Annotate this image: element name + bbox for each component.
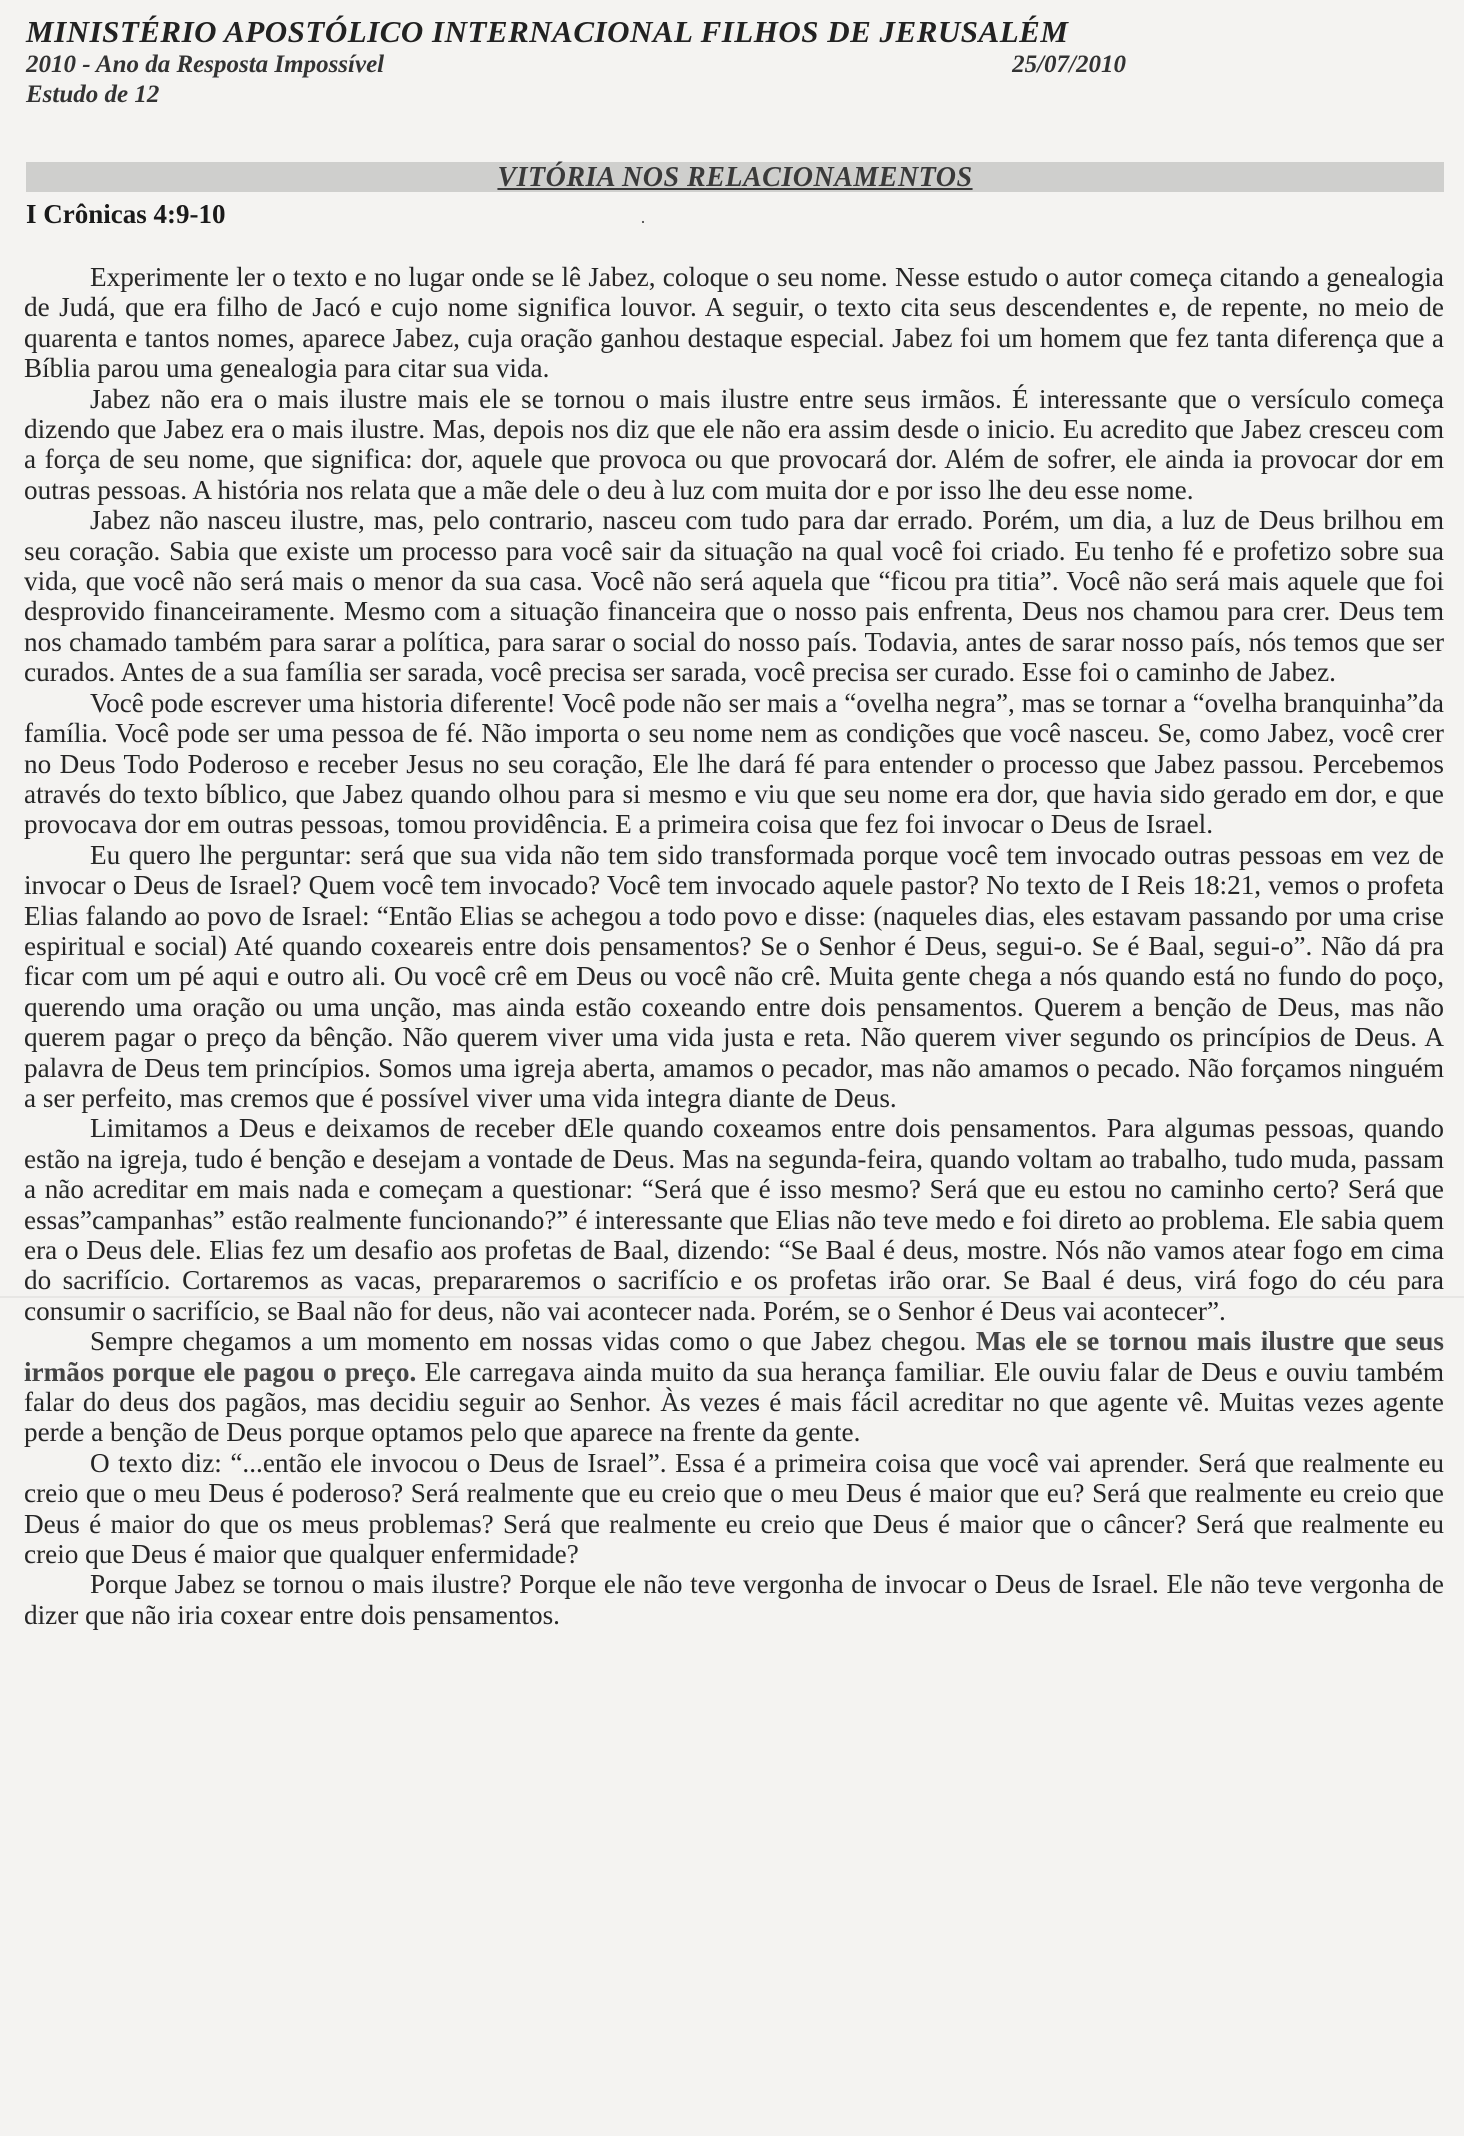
document-body [24,262,1444,1630]
document-title: VITÓRIA NOS RELACIONAMENTOS [497,162,973,193]
paragraph-3: Jabez não nasceu ilustre, mas, pelo contrario, nasceu com tudo para dar errado. Porém, um dia, a luz de Deus brilhou em seu coração. Sabia que existe um processo para você sair da situação na qual você foi criado. Eu tenho fé e profetizo sobre sua vida, que você não será mais o menor da sua casa. Você não será aquela que “ficou pra titia”. Você não será mais aquele que foi desprovido financeiramente. Mesmo com a situação financeira que o nosso pais enfrenta, Deus nos chamou para crer. Deus tem nos chamado também para sarar a política, para sarar o social do nosso país. Todavia, antes de sarar nosso país, nós temos que ser curados. Antes de a sua família ser sarada, você precisa ser sarada, você precisa ser curado. Esse foi o caminho de Jabez. [24,505,1444,688]
paragraph-9: Porque Jabez se tornou o mais ilustre? Porque ele não teve vergonha de invocar o Deus de Israel. Ele não teve vergonha de dizer que não iria coxear entre dois pensamentos. [24,1569,1444,1630]
title-bar [26,162,1444,192]
paragraph-7-start: Sempre chegamos a um momento em nossas vidas como o que Jabez chegou. [90,1326,976,1357]
paragraph-7 [24,1326,1444,1448]
year-theme: 2010 - Ano da Resposta Impossível [26,51,385,78]
paragraph-7-end: Ele carregava ainda muito da sua herança familiar. Ele ouviu falar de Deus e ouviu também falar do deus dos pagãos, mas decidiu seguir ao Senhor. Às vezes é mais fácil acreditar no que agente vê. Muitas vezes agente perde a benção de Deus porque optamos pelo que aparece na frente da gente. [24,1356,1444,1448]
paragraph-1: Experimente ler o texto e no lugar onde se lê Jabez, coloque o seu nome. Nesse estudo o autor começa citando a genealogia de Judá, que era filho de Jacó e cujo nome significa louvor. A seguir, o texto cita seus descendentes e, de repente, no meio de quarenta e tantos nomes, aparece Jabez, cuja oração ganhou destaque especial. Jabez foi um homem que fez tanta diferença que a Bíblia parou uma genealogia para citar sua vida. [24,262,1444,384]
document-header [26,14,1146,110]
organization-name: MINISTÉRIO APOSTÓLICO INTERNACIONAL FILHOS DE JERUSALÉM [26,14,1069,49]
study-number: Estudo de 12 [26,81,160,108]
paragraph-8: O texto diz: “...então ele invocou o Deus de Israel”. Essa é a primeira coisa que você vai aprender. Será que realmente eu creio que o meu Deus é poderoso? Será realmente que eu creio que o meu Deus é maior que eu? Será que realmente eu creio que Deus é maior do que os meus problemas? Será que realmente eu creio que Deus é maior que o câncer? Será que realmente eu creio que Deus é maior que qualquer enfermidade? [24,1447,1444,1570]
paragraph-6: Limitamos a Deus e deixamos de receber dEle quando coxeamos entre dois pensamentos. Para algumas pessoas, quando estão na igreja, tudo é benção e desejam a vontade de Deus. Mas na segunda-feira, quando voltam ao trabalho, tudo muda, passam a não acreditar em mais nada e começam a questionar: “Será que é isso mesmo? Será que eu estou no caminho certo? Será que essas”campanhas” estão realmente funcionando?” é interessante que Elias não teve medo e foi direto ao problema. Ele sabia quem era o Deus dele. Elias fez um desafio aos profetas de Baal, dizendo: “Se Baal é deus, mostre. Nós não vamos atear fogo em cima do sacrifício. Cortaremos as vacas, prepararemos o sacrifício e os profetas irão orar. Se Baal é deus, virá fogo do céu para consumir o sacrifício, se Baal não for deus, não vai acontecer nada. Porém, se o Senhor é Deus vai acontecer”. [24,1113,1444,1326]
paragraph-4: Você pode escrever uma historia diferente! Você pode não ser mais a “ovelha negra”, mas se tornar a “ovelha branquinha”da família. Você pode ser uma pessoa de fé. Não importa o seu nome nem as condições que você nasceu. Se, como Jabez, você crer no Deus Todo Poderoso e receber Jesus no seu coração, Ele lhe dará fé para entender o processo que Jabez passou. Percebemos através do texto bíblico, que Jabez quando olhou para si mesmo e viu que seu nome era dor, que havia sido gerado em dor, e que provocava dor em outras pessoas, tomou providência. E a primeira coisa que fez foi invocar o Deus de Israel. [24,687,1444,840]
stray-mark: · [640,212,646,232]
paragraph-2: Jabez não era o mais ilustre mais ele se tornou o mais ilustre entre seus irmãos. É interessante que o versículo começa dizendo que Jabez era o mais ilustre. Mas, depois nos diz que ele não era assim desde o inicio. Eu acredito que Jabez cresceu com a força de seu nome, que significa: dor, aquele que provoca ou que provocará dor. Além de sofrer, ele ainda ia provocar dor em outras pessoas. A história nos relata que a mãe dele o deu à luz com muita dor e por isso lhe deu esse nome. [24,383,1444,505]
paragraph-5: Eu quero lhe perguntar: será que sua vida não tem sido transformada porque você tem invocado outras pessoas em vez de invocar o Deus de Israel? Quem você tem invocado? Você tem invocado aquele pastor? No texto de I Reis 18:21, vemos o profeta Elias falando ao povo de Israel: “Então Elias se achegou a todo povo e disse: (naqueles dias, eles estavam passando por uma crise espiritual e social) Até quando coxeareis entre dois pensamentos? Se o Senhor é Deus, segui-o. Se é Baal, segui-o”. Não dá pra ficar com um pé aqui e outro ali. Ou você crê em Deus ou você não crê. Muita gente chega a nós quando está no fundo do poço, querendo uma oração ou uma unção, mas ainda estão coxeando entre dois pensamentos. Querem a benção de Deus, mas não querem pagar o preço da bênção. Não querem viver uma vida justa e reta. Não querem viver segundo os princípios de Deus. A palavra de Deus tem princípios. Somos uma igreja aberta, amamos o pecador, mas não amamos o pecado. Não forçamos ninguém a ser perfeito, mas cremos que é possível viver uma vida integra diante de Deus. [24,839,1444,1113]
paragraph-7-bold: Mas ele se tornou mais ilustre que seus irmãos porque ele pagou o preço. [24,1326,1444,1387]
header-subrow [26,50,1126,80]
bible-reference: I Crônicas 4:9-10 [26,199,226,229]
document-date: 25/07/2010 [1012,51,1126,78]
paper-fold-line [0,1296,1464,1298]
